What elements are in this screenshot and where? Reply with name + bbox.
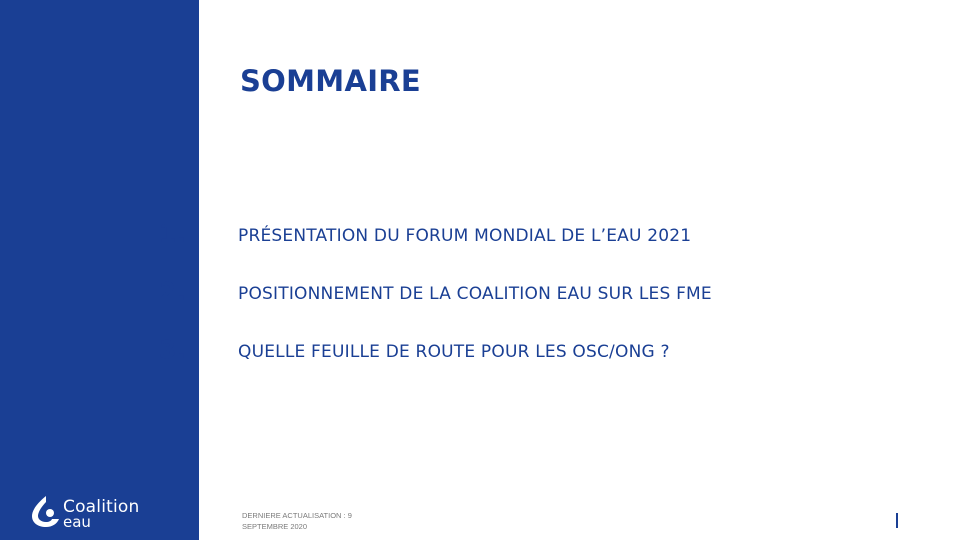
page-marker-bar [896, 513, 898, 528]
logo-text-coalition: Coalition [63, 497, 140, 517]
agenda-item-3: QUELLE FEUILLE DE ROUTE POUR LES OSC/ONG ? [238, 342, 670, 362]
agenda-item-2: POSITIONNEMENT DE LA COALITION EAU SUR LES FME [238, 284, 712, 304]
page-title: SOMMAIRE [240, 64, 422, 98]
logo-text-eau: eau [63, 513, 91, 531]
item-number-1: 1. [159, 219, 186, 248]
item-number-2: 2. [159, 277, 186, 306]
water-drop-logo-icon [30, 494, 62, 528]
coalition-eau-logo [30, 494, 150, 534]
item-number-3: 3. [159, 335, 186, 364]
sidebar-panel [0, 0, 199, 540]
agenda-item-1: PRÉSENTATION DU FORUM MONDIAL DE L’EAU 2021 [238, 226, 692, 246]
footer-line-1: DERNIERE ACTUALISATION : 9 [242, 511, 352, 520]
footer-line-2: SEPTEMBRE 2020 [242, 522, 308, 531]
footer-last-update [242, 510, 402, 532]
